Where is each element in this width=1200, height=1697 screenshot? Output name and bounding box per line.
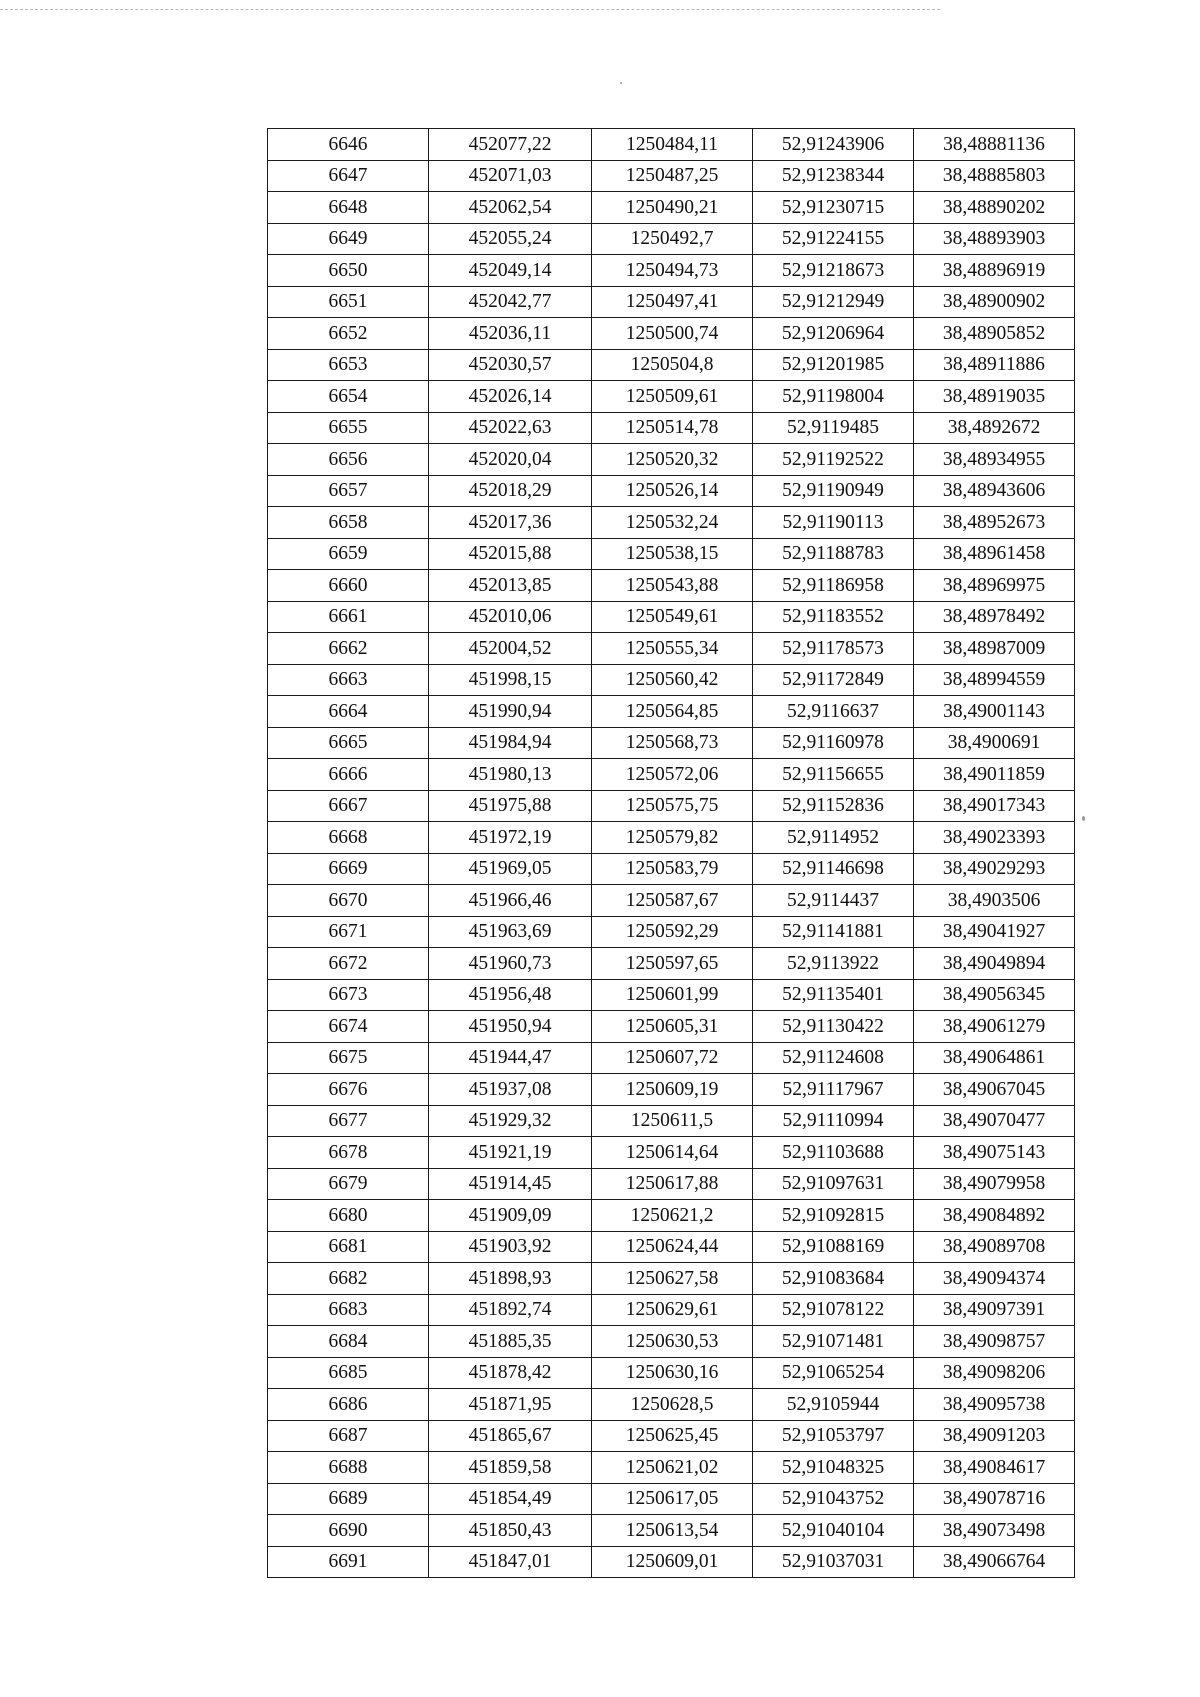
y-coordinate-cell: 1250579,82 <box>592 822 753 854</box>
table-row <box>268 223 1075 255</box>
x-coordinate-cell: 452077,22 <box>429 129 592 161</box>
latitude-cell: 52,91188783 <box>753 538 914 570</box>
latitude-cell: 52,91037031 <box>753 1546 914 1578</box>
point-number-cell: 6659 <box>268 538 429 570</box>
y-coordinate-cell: 1250630,53 <box>592 1326 753 1358</box>
table-row <box>268 1011 1075 1043</box>
table-row <box>268 1357 1075 1389</box>
table-row <box>268 633 1075 665</box>
y-coordinate-cell: 1250575,75 <box>592 790 753 822</box>
x-coordinate-cell: 452026,14 <box>429 381 592 413</box>
y-coordinate-cell: 1250549,61 <box>592 601 753 633</box>
y-coordinate-cell: 1250587,67 <box>592 885 753 917</box>
x-coordinate-cell: 451859,58 <box>429 1452 592 1484</box>
table-row <box>268 1294 1075 1326</box>
longitude-cell: 38,49023393 <box>914 822 1075 854</box>
y-coordinate-cell: 1250611,5 <box>592 1105 753 1137</box>
longitude-cell: 38,49089708 <box>914 1231 1075 1263</box>
point-number-cell: 6662 <box>268 633 429 665</box>
longitude-cell: 38,4903506 <box>914 885 1075 917</box>
x-coordinate-cell: 452010,06 <box>429 601 592 633</box>
point-number-cell: 6678 <box>268 1137 429 1169</box>
x-coordinate-cell: 451865,67 <box>429 1420 592 1452</box>
y-coordinate-cell: 1250597,65 <box>592 948 753 980</box>
x-coordinate-cell: 452018,29 <box>429 475 592 507</box>
point-number-cell: 6677 <box>268 1105 429 1137</box>
latitude-cell: 52,91117967 <box>753 1074 914 1106</box>
latitude-cell: 52,91135401 <box>753 979 914 1011</box>
latitude-cell: 52,91192522 <box>753 444 914 476</box>
x-coordinate-cell: 451937,08 <box>429 1074 592 1106</box>
latitude-cell: 52,91160978 <box>753 727 914 759</box>
x-coordinate-cell: 451980,13 <box>429 759 592 791</box>
point-number-cell: 6689 <box>268 1483 429 1515</box>
latitude-cell: 52,91230715 <box>753 192 914 224</box>
point-number-cell: 6665 <box>268 727 429 759</box>
latitude-cell: 52,91141881 <box>753 916 914 948</box>
longitude-cell: 38,48961458 <box>914 538 1075 570</box>
y-coordinate-cell: 1250601,99 <box>592 979 753 1011</box>
latitude-cell: 52,91186958 <box>753 570 914 602</box>
latitude-cell: 52,91083684 <box>753 1263 914 1295</box>
y-coordinate-cell: 1250564,85 <box>592 696 753 728</box>
longitude-cell: 38,49098206 <box>914 1357 1075 1389</box>
point-number-cell: 6652 <box>268 318 429 350</box>
table-row <box>268 1483 1075 1515</box>
longitude-cell: 38,49041927 <box>914 916 1075 948</box>
longitude-cell: 38,49061279 <box>914 1011 1075 1043</box>
x-coordinate-cell: 451966,46 <box>429 885 592 917</box>
latitude-cell: 52,91048325 <box>753 1452 914 1484</box>
table-row <box>268 444 1075 476</box>
x-coordinate-cell: 452004,52 <box>429 633 592 665</box>
y-coordinate-cell: 1250609,19 <box>592 1074 753 1106</box>
table-row <box>268 1326 1075 1358</box>
x-coordinate-cell: 451892,74 <box>429 1294 592 1326</box>
latitude-cell: 52,91190113 <box>753 507 914 539</box>
longitude-cell: 38,48885803 <box>914 160 1075 192</box>
y-coordinate-cell: 1250609,01 <box>592 1546 753 1578</box>
latitude-cell: 52,91065254 <box>753 1357 914 1389</box>
y-coordinate-cell: 1250492,7 <box>592 223 753 255</box>
table-row <box>268 790 1075 822</box>
latitude-cell: 52,91198004 <box>753 381 914 413</box>
y-coordinate-cell: 1250560,42 <box>592 664 753 696</box>
longitude-cell: 38,49078716 <box>914 1483 1075 1515</box>
table-row <box>268 759 1075 791</box>
table-row <box>268 1137 1075 1169</box>
latitude-cell: 52,9116637 <box>753 696 914 728</box>
point-number-cell: 6669 <box>268 853 429 885</box>
latitude-cell: 52,9113922 <box>753 948 914 980</box>
x-coordinate-cell: 452042,77 <box>429 286 592 318</box>
latitude-cell: 52,91043752 <box>753 1483 914 1515</box>
point-number-cell: 6671 <box>268 916 429 948</box>
point-number-cell: 6648 <box>268 192 429 224</box>
latitude-cell: 52,91224155 <box>753 223 914 255</box>
longitude-cell: 38,48987009 <box>914 633 1075 665</box>
point-number-cell: 6684 <box>268 1326 429 1358</box>
point-number-cell: 6686 <box>268 1389 429 1421</box>
point-number-cell: 6661 <box>268 601 429 633</box>
y-coordinate-cell: 1250617,05 <box>592 1483 753 1515</box>
y-coordinate-cell: 1250592,29 <box>592 916 753 948</box>
table-row <box>268 916 1075 948</box>
table-row <box>268 1168 1075 1200</box>
longitude-cell: 38,48994559 <box>914 664 1075 696</box>
y-coordinate-cell: 1250497,41 <box>592 286 753 318</box>
coordinates-table-body <box>268 129 1075 1578</box>
x-coordinate-cell: 451898,93 <box>429 1263 592 1295</box>
point-number-cell: 6653 <box>268 349 429 381</box>
x-coordinate-cell: 451956,48 <box>429 979 592 1011</box>
y-coordinate-cell: 1250614,64 <box>592 1137 753 1169</box>
x-coordinate-cell: 451990,94 <box>429 696 592 728</box>
longitude-cell: 38,49073498 <box>914 1515 1075 1547</box>
table-row <box>268 349 1075 381</box>
point-number-cell: 6646 <box>268 129 429 161</box>
longitude-cell: 38,48919035 <box>914 381 1075 413</box>
table-row <box>268 979 1075 1011</box>
latitude-cell: 52,91178573 <box>753 633 914 665</box>
latitude-cell: 52,91152836 <box>753 790 914 822</box>
x-coordinate-cell: 451878,42 <box>429 1357 592 1389</box>
table-row <box>268 1042 1075 1074</box>
longitude-cell: 38,49091203 <box>914 1420 1075 1452</box>
latitude-cell: 52,91243906 <box>753 129 914 161</box>
point-number-cell: 6673 <box>268 979 429 1011</box>
latitude-cell: 52,91071481 <box>753 1326 914 1358</box>
longitude-cell: 38,48905852 <box>914 318 1075 350</box>
point-number-cell: 6691 <box>268 1546 429 1578</box>
table-row <box>268 1420 1075 1452</box>
x-coordinate-cell: 452036,11 <box>429 318 592 350</box>
x-coordinate-cell: 451975,88 <box>429 790 592 822</box>
point-number-cell: 6679 <box>268 1168 429 1200</box>
latitude-cell: 52,91156655 <box>753 759 914 791</box>
latitude-cell: 52,91183552 <box>753 601 914 633</box>
point-number-cell: 6663 <box>268 664 429 696</box>
point-number-cell: 6687 <box>268 1420 429 1452</box>
longitude-cell: 38,48890202 <box>914 192 1075 224</box>
longitude-cell: 38,49084617 <box>914 1452 1075 1484</box>
longitude-cell: 38,48969975 <box>914 570 1075 602</box>
longitude-cell: 38,49001143 <box>914 696 1075 728</box>
y-coordinate-cell: 1250607,72 <box>592 1042 753 1074</box>
y-coordinate-cell: 1250520,32 <box>592 444 753 476</box>
longitude-cell: 38,48881136 <box>914 129 1075 161</box>
point-number-cell: 6658 <box>268 507 429 539</box>
point-number-cell: 6680 <box>268 1200 429 1232</box>
table-row <box>268 696 1075 728</box>
x-coordinate-cell: 451921,19 <box>429 1137 592 1169</box>
longitude-cell: 38,49079958 <box>914 1168 1075 1200</box>
latitude-cell: 52,91097631 <box>753 1168 914 1200</box>
longitude-cell: 38,48893903 <box>914 223 1075 255</box>
latitude-cell: 52,9105944 <box>753 1389 914 1421</box>
table-row <box>268 475 1075 507</box>
latitude-cell: 52,91092815 <box>753 1200 914 1232</box>
x-coordinate-cell: 452071,03 <box>429 160 592 192</box>
y-coordinate-cell: 1250630,16 <box>592 1357 753 1389</box>
longitude-cell: 38,49095738 <box>914 1389 1075 1421</box>
longitude-cell: 38,49029293 <box>914 853 1075 885</box>
longitude-cell: 38,48911886 <box>914 349 1075 381</box>
x-coordinate-cell: 452055,24 <box>429 223 592 255</box>
point-number-cell: 6683 <box>268 1294 429 1326</box>
y-coordinate-cell: 1250538,15 <box>592 538 753 570</box>
point-number-cell: 6681 <box>268 1231 429 1263</box>
scan-speck <box>1082 816 1085 821</box>
longitude-cell: 38,49084892 <box>914 1200 1075 1232</box>
latitude-cell: 52,91110994 <box>753 1105 914 1137</box>
y-coordinate-cell: 1250532,24 <box>592 507 753 539</box>
point-number-cell: 6649 <box>268 223 429 255</box>
x-coordinate-cell: 451850,43 <box>429 1515 592 1547</box>
point-number-cell: 6682 <box>268 1263 429 1295</box>
table-row <box>268 192 1075 224</box>
point-number-cell: 6668 <box>268 822 429 854</box>
latitude-cell: 52,91103688 <box>753 1137 914 1169</box>
x-coordinate-cell: 451969,05 <box>429 853 592 885</box>
table-row <box>268 1452 1075 1484</box>
y-coordinate-cell: 1250605,31 <box>592 1011 753 1043</box>
y-coordinate-cell: 1250487,25 <box>592 160 753 192</box>
point-number-cell: 6666 <box>268 759 429 791</box>
table-row <box>268 507 1075 539</box>
x-coordinate-cell: 452030,57 <box>429 349 592 381</box>
longitude-cell: 38,48952673 <box>914 507 1075 539</box>
longitude-cell: 38,4892672 <box>914 412 1075 444</box>
x-coordinate-cell: 451854,49 <box>429 1483 592 1515</box>
table-row <box>268 1263 1075 1295</box>
x-coordinate-cell: 451944,47 <box>429 1042 592 1074</box>
latitude-cell: 52,91130422 <box>753 1011 914 1043</box>
longitude-cell: 38,49094374 <box>914 1263 1075 1295</box>
point-number-cell: 6672 <box>268 948 429 980</box>
longitude-cell: 38,48934955 <box>914 444 1075 476</box>
x-coordinate-cell: 452017,36 <box>429 507 592 539</box>
table-row <box>268 1200 1075 1232</box>
longitude-cell: 38,49075143 <box>914 1137 1075 1169</box>
table-row <box>268 1105 1075 1137</box>
latitude-cell: 52,91218673 <box>753 255 914 287</box>
y-coordinate-cell: 1250484,11 <box>592 129 753 161</box>
table-row <box>268 601 1075 633</box>
table-row <box>268 255 1075 287</box>
table-row <box>268 412 1075 444</box>
table-row <box>268 948 1075 980</box>
point-number-cell: 6675 <box>268 1042 429 1074</box>
x-coordinate-cell: 452015,88 <box>429 538 592 570</box>
point-number-cell: 6660 <box>268 570 429 602</box>
point-number-cell: 6650 <box>268 255 429 287</box>
point-number-cell: 6647 <box>268 160 429 192</box>
table-row <box>268 381 1075 413</box>
x-coordinate-cell: 452013,85 <box>429 570 592 602</box>
y-coordinate-cell: 1250628,5 <box>592 1389 753 1421</box>
y-coordinate-cell: 1250555,34 <box>592 633 753 665</box>
longitude-cell: 38,49098757 <box>914 1326 1075 1358</box>
table-row <box>268 853 1075 885</box>
longitude-cell: 38,4900691 <box>914 727 1075 759</box>
y-coordinate-cell: 1250500,74 <box>592 318 753 350</box>
longitude-cell: 38,49017343 <box>914 790 1075 822</box>
x-coordinate-cell: 451950,94 <box>429 1011 592 1043</box>
longitude-cell: 38,48943606 <box>914 475 1075 507</box>
latitude-cell: 52,91190949 <box>753 475 914 507</box>
point-number-cell: 6688 <box>268 1452 429 1484</box>
y-coordinate-cell: 1250583,79 <box>592 853 753 885</box>
coordinates-table <box>267 128 1075 1578</box>
y-coordinate-cell: 1250621,02 <box>592 1452 753 1484</box>
point-number-cell: 6651 <box>268 286 429 318</box>
point-number-cell: 6655 <box>268 412 429 444</box>
latitude-cell: 52,91238344 <box>753 160 914 192</box>
x-coordinate-cell: 452049,14 <box>429 255 592 287</box>
latitude-cell: 52,9114437 <box>753 885 914 917</box>
point-number-cell: 6674 <box>268 1011 429 1043</box>
longitude-cell: 38,49049894 <box>914 948 1075 980</box>
table-row <box>268 570 1075 602</box>
y-coordinate-cell: 1250526,14 <box>592 475 753 507</box>
y-coordinate-cell: 1250625,45 <box>592 1420 753 1452</box>
latitude-cell: 52,91206964 <box>753 318 914 350</box>
y-coordinate-cell: 1250494,73 <box>592 255 753 287</box>
y-coordinate-cell: 1250627,58 <box>592 1263 753 1295</box>
latitude-cell: 52,91053797 <box>753 1420 914 1452</box>
longitude-cell: 38,49067045 <box>914 1074 1075 1106</box>
x-coordinate-cell: 452020,04 <box>429 444 592 476</box>
longitude-cell: 38,48978492 <box>914 601 1075 633</box>
latitude-cell: 52,91172849 <box>753 664 914 696</box>
x-coordinate-cell: 451960,73 <box>429 948 592 980</box>
point-number-cell: 6654 <box>268 381 429 413</box>
table-row <box>268 727 1075 759</box>
x-coordinate-cell: 452022,63 <box>429 412 592 444</box>
latitude-cell: 52,9119485 <box>753 412 914 444</box>
point-number-cell: 6670 <box>268 885 429 917</box>
latitude-cell: 52,91040104 <box>753 1515 914 1547</box>
point-number-cell: 6685 <box>268 1357 429 1389</box>
table-row <box>268 885 1075 917</box>
point-number-cell: 6690 <box>268 1515 429 1547</box>
latitude-cell: 52,91124608 <box>753 1042 914 1074</box>
y-coordinate-cell: 1250572,06 <box>592 759 753 791</box>
longitude-cell: 38,48896919 <box>914 255 1075 287</box>
point-number-cell: 6676 <box>268 1074 429 1106</box>
x-coordinate-cell: 451871,95 <box>429 1389 592 1421</box>
table-row <box>268 318 1075 350</box>
y-coordinate-cell: 1250617,88 <box>592 1168 753 1200</box>
longitude-cell: 38,49097391 <box>914 1294 1075 1326</box>
longitude-cell: 38,49070477 <box>914 1105 1075 1137</box>
x-coordinate-cell: 452062,54 <box>429 192 592 224</box>
longitude-cell: 38,49064861 <box>914 1042 1075 1074</box>
x-coordinate-cell: 451885,35 <box>429 1326 592 1358</box>
y-coordinate-cell: 1250568,73 <box>592 727 753 759</box>
table-row <box>268 1546 1075 1578</box>
latitude-cell: 52,91146698 <box>753 853 914 885</box>
table-row <box>268 1074 1075 1106</box>
y-coordinate-cell: 1250543,88 <box>592 570 753 602</box>
x-coordinate-cell: 451984,94 <box>429 727 592 759</box>
table-row <box>268 538 1075 570</box>
latitude-cell: 52,9114952 <box>753 822 914 854</box>
y-coordinate-cell: 1250490,21 <box>592 192 753 224</box>
longitude-cell: 38,49056345 <box>914 979 1075 1011</box>
scan-speck <box>620 82 622 84</box>
table-row <box>268 822 1075 854</box>
point-number-cell: 6657 <box>268 475 429 507</box>
point-number-cell: 6667 <box>268 790 429 822</box>
y-coordinate-cell: 1250613,54 <box>592 1515 753 1547</box>
scan-edge-line <box>0 9 940 10</box>
y-coordinate-cell: 1250629,61 <box>592 1294 753 1326</box>
table-row <box>268 129 1075 161</box>
latitude-cell: 52,91201985 <box>753 349 914 381</box>
point-number-cell: 6664 <box>268 696 429 728</box>
y-coordinate-cell: 1250514,78 <box>592 412 753 444</box>
table-row <box>268 1231 1075 1263</box>
latitude-cell: 52,91078122 <box>753 1294 914 1326</box>
table-row <box>268 286 1075 318</box>
latitude-cell: 52,91212949 <box>753 286 914 318</box>
table-row <box>268 160 1075 192</box>
y-coordinate-cell: 1250504,8 <box>592 349 753 381</box>
x-coordinate-cell: 451972,19 <box>429 822 592 854</box>
x-coordinate-cell: 451998,15 <box>429 664 592 696</box>
x-coordinate-cell: 451903,92 <box>429 1231 592 1263</box>
table-row <box>268 1515 1075 1547</box>
x-coordinate-cell: 451847,01 <box>429 1546 592 1578</box>
point-number-cell: 6656 <box>268 444 429 476</box>
longitude-cell: 38,48900902 <box>914 286 1075 318</box>
x-coordinate-cell: 451909,09 <box>429 1200 592 1232</box>
x-coordinate-cell: 451963,69 <box>429 916 592 948</box>
x-coordinate-cell: 451914,45 <box>429 1168 592 1200</box>
table-row <box>268 1389 1075 1421</box>
y-coordinate-cell: 1250509,61 <box>592 381 753 413</box>
y-coordinate-cell: 1250621,2 <box>592 1200 753 1232</box>
table-row <box>268 664 1075 696</box>
x-coordinate-cell: 451929,32 <box>429 1105 592 1137</box>
longitude-cell: 38,49011859 <box>914 759 1075 791</box>
latitude-cell: 52,91088169 <box>753 1231 914 1263</box>
longitude-cell: 38,49066764 <box>914 1546 1075 1578</box>
y-coordinate-cell: 1250624,44 <box>592 1231 753 1263</box>
